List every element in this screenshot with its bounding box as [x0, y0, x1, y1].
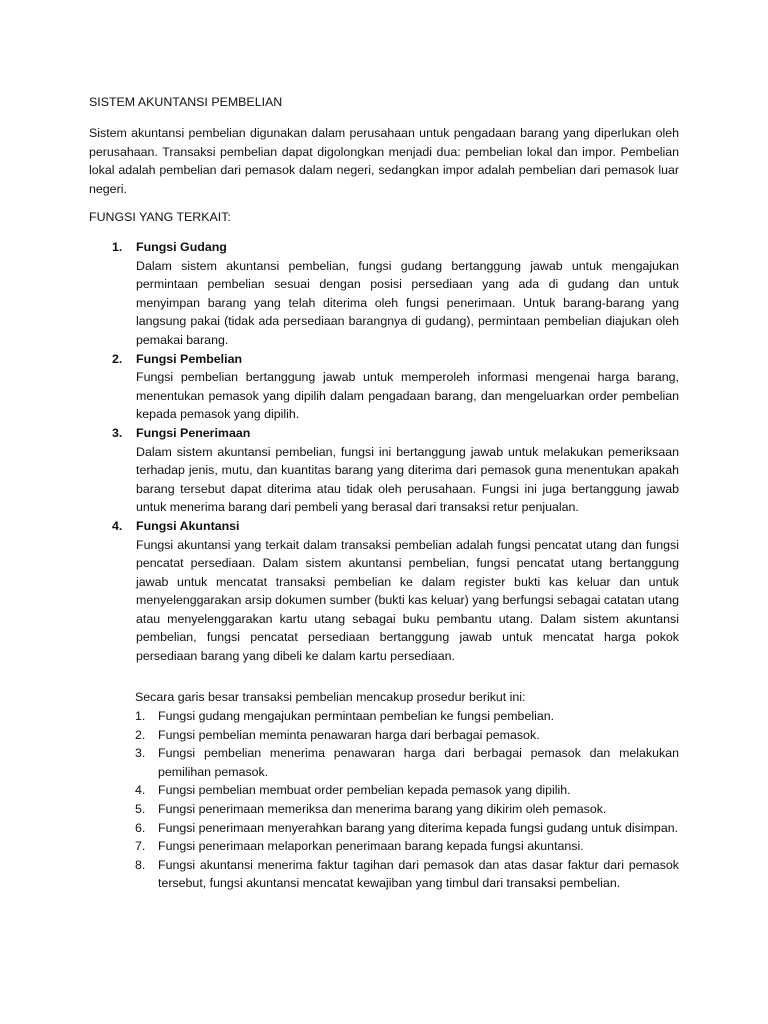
fungsi-number: 3.: [112, 425, 123, 440]
prosedur-number: 5.: [135, 801, 146, 816]
fungsi-name: Fungsi Pembelian: [136, 351, 243, 366]
prosedur-list: [135, 707, 679, 893]
fungsi-item: [112, 517, 679, 666]
prosedur-item: [135, 800, 679, 819]
fungsi-description: Dalam sistem akuntansi pembelian, fungsi gudang bertanggung jawab untuk mengajukan permintaan pembelian sesuai dengan posisi persediaan yang ada di gudang dan untuk menyimpan barang yang telah diterima oleh fungsi penerimaan. Untuk barang-barang yang langsung pakai (tidak ada persediaan barangnya di gudang), permintaan pembelian diajukan oleh pemakai barang.: [136, 258, 679, 347]
prosedur-item: [135, 819, 679, 838]
prosedur-item: [135, 707, 679, 726]
prosedur-text: Fungsi penerimaan menyerahkan barang yang diterima kepada fungsi gudang untuk disimpan.: [158, 820, 679, 835]
prosedur-text: Fungsi penerimaan melaporkan penerimaan barang kepada fungsi akuntansi.: [158, 839, 584, 854]
prosedur-item: [135, 856, 679, 893]
fungsi-number: 4.: [112, 518, 123, 533]
fungsi-name: Fungsi Gudang: [136, 240, 227, 254]
fungsi-item: [112, 350, 679, 424]
prosedur-text: Fungsi pembelian meminta penawaran harga dari berbagai pemasok.: [158, 727, 540, 742]
fungsi-name: Fungsi Penerimaan: [136, 425, 251, 440]
prosedur-text: Fungsi penerimaan memeriksa dan menerima barang yang dikirim oleh pemasok.: [158, 801, 607, 816]
prosedur-text: Fungsi pembelian menerima penawaran harga dari berbagai pemasok dan melakukan pemilihan pemasok.: [158, 746, 679, 779]
fungsi-item: [112, 424, 679, 517]
prosedur-number: 4.: [135, 783, 146, 798]
fungsi-heading: FUNGSI YANG TERKAIT:: [89, 210, 231, 224]
fungsi-item: [112, 238, 679, 350]
document-title: SISTEM AKUNTANSI PEMBELIAN: [89, 95, 283, 109]
fungsi-list: [112, 238, 679, 666]
prosedur-text: Fungsi akuntansi menerima faktur tagihan dari pemasok dan atas dasar faktur dari pemasok tersebut, fungsi akuntansi mencatat kewajiban yang timbul dari transaksi pembelian.: [158, 857, 679, 891]
fungsi-number: 2.: [112, 351, 123, 366]
fungsi-number: 1.: [112, 240, 123, 254]
fungsi-description: Fungsi pembelian bertanggung jawab untuk memperoleh informasi mengenai harga barang, menentukan pemasok yang dipilih dalam pengadaan barang, dan mengeluarkan order pembelian kepada pemasok yang dipilih.: [136, 370, 679, 422]
prosedur-text: Fungsi gudang mengajukan permintaan pembelian ke fungsi pembelian.: [158, 709, 555, 723]
prosedur-number: 3.: [135, 746, 146, 761]
fungsi-description: Fungsi akuntansi yang terkait dalam transaksi pembelian adalah fungsi pencatat utang dan fungsi pencatat persediaan. Dalam sistem akuntansi pembelian, fungsi pencatat utang bertanggung jawab untuk mencatat transaksi pembelian ke dalam register bukti kas keluar dan untuk menyelenggarakan arsip dokumen sumber (bukti kas keluar) yang berfungsi sebagai catatan utang atau menyelenggarakan kartu utang sebagai buku pembantu utang. Dalam sistem akuntansi pembelian, fungsi pencatat persediaan bertanggung jawab untuk mencatat harga pokok persediaan barang yang dibeli ke dalam kartu persediaan.: [136, 537, 679, 664]
prosedur-number: 1.: [135, 709, 146, 723]
intro-paragraph: Sistem akuntansi pembelian digunakan dalam perusahaan untuk pengadaan barang yang diperlukan oleh perusahaan. Transaksi pembelian dapat digolongkan menjadi dua: pembelian lokal dan impor. Pembelian lokal adalah pembelian dari pemasok dalam negeri, sedangkan impor adalah pembelian dari pemasok luar negeri.: [89, 126, 679, 196]
fungsi-name: Fungsi Akuntansi: [136, 518, 240, 533]
prosedur-number: 8.: [135, 857, 146, 872]
prosedur-text: Fungsi pembelian membuat order pembelian kepada pemasok yang dipilih.: [158, 783, 571, 798]
prosedur-item: [135, 744, 679, 781]
fungsi-description: Dalam sistem akuntansi pembelian, fungsi ini bertanggung jawab untuk melakukan pemeriksaan terhadap jenis, mutu, dan kuantitas barang yang diterima dari pemasok guna menentukan apakah barang tersebut dapat diterima atau tidak oleh perusahaan. Fungsi ini juga bertanggung jawab untuk menerima barang dari pembeli yang berasal dari transaksi retur penjualan.: [136, 444, 679, 515]
prosedur-item: [135, 726, 679, 745]
prosedur-number: 7.: [135, 839, 146, 854]
prosedur-number: 2.: [135, 727, 146, 742]
prosedur-intro: Secara garis besar transaksi pembelian mencakup prosedur berikut ini:: [135, 690, 526, 704]
prosedur-item: [135, 837, 679, 856]
prosedur-item: [135, 781, 679, 800]
prosedur-number: 6.: [135, 820, 146, 835]
